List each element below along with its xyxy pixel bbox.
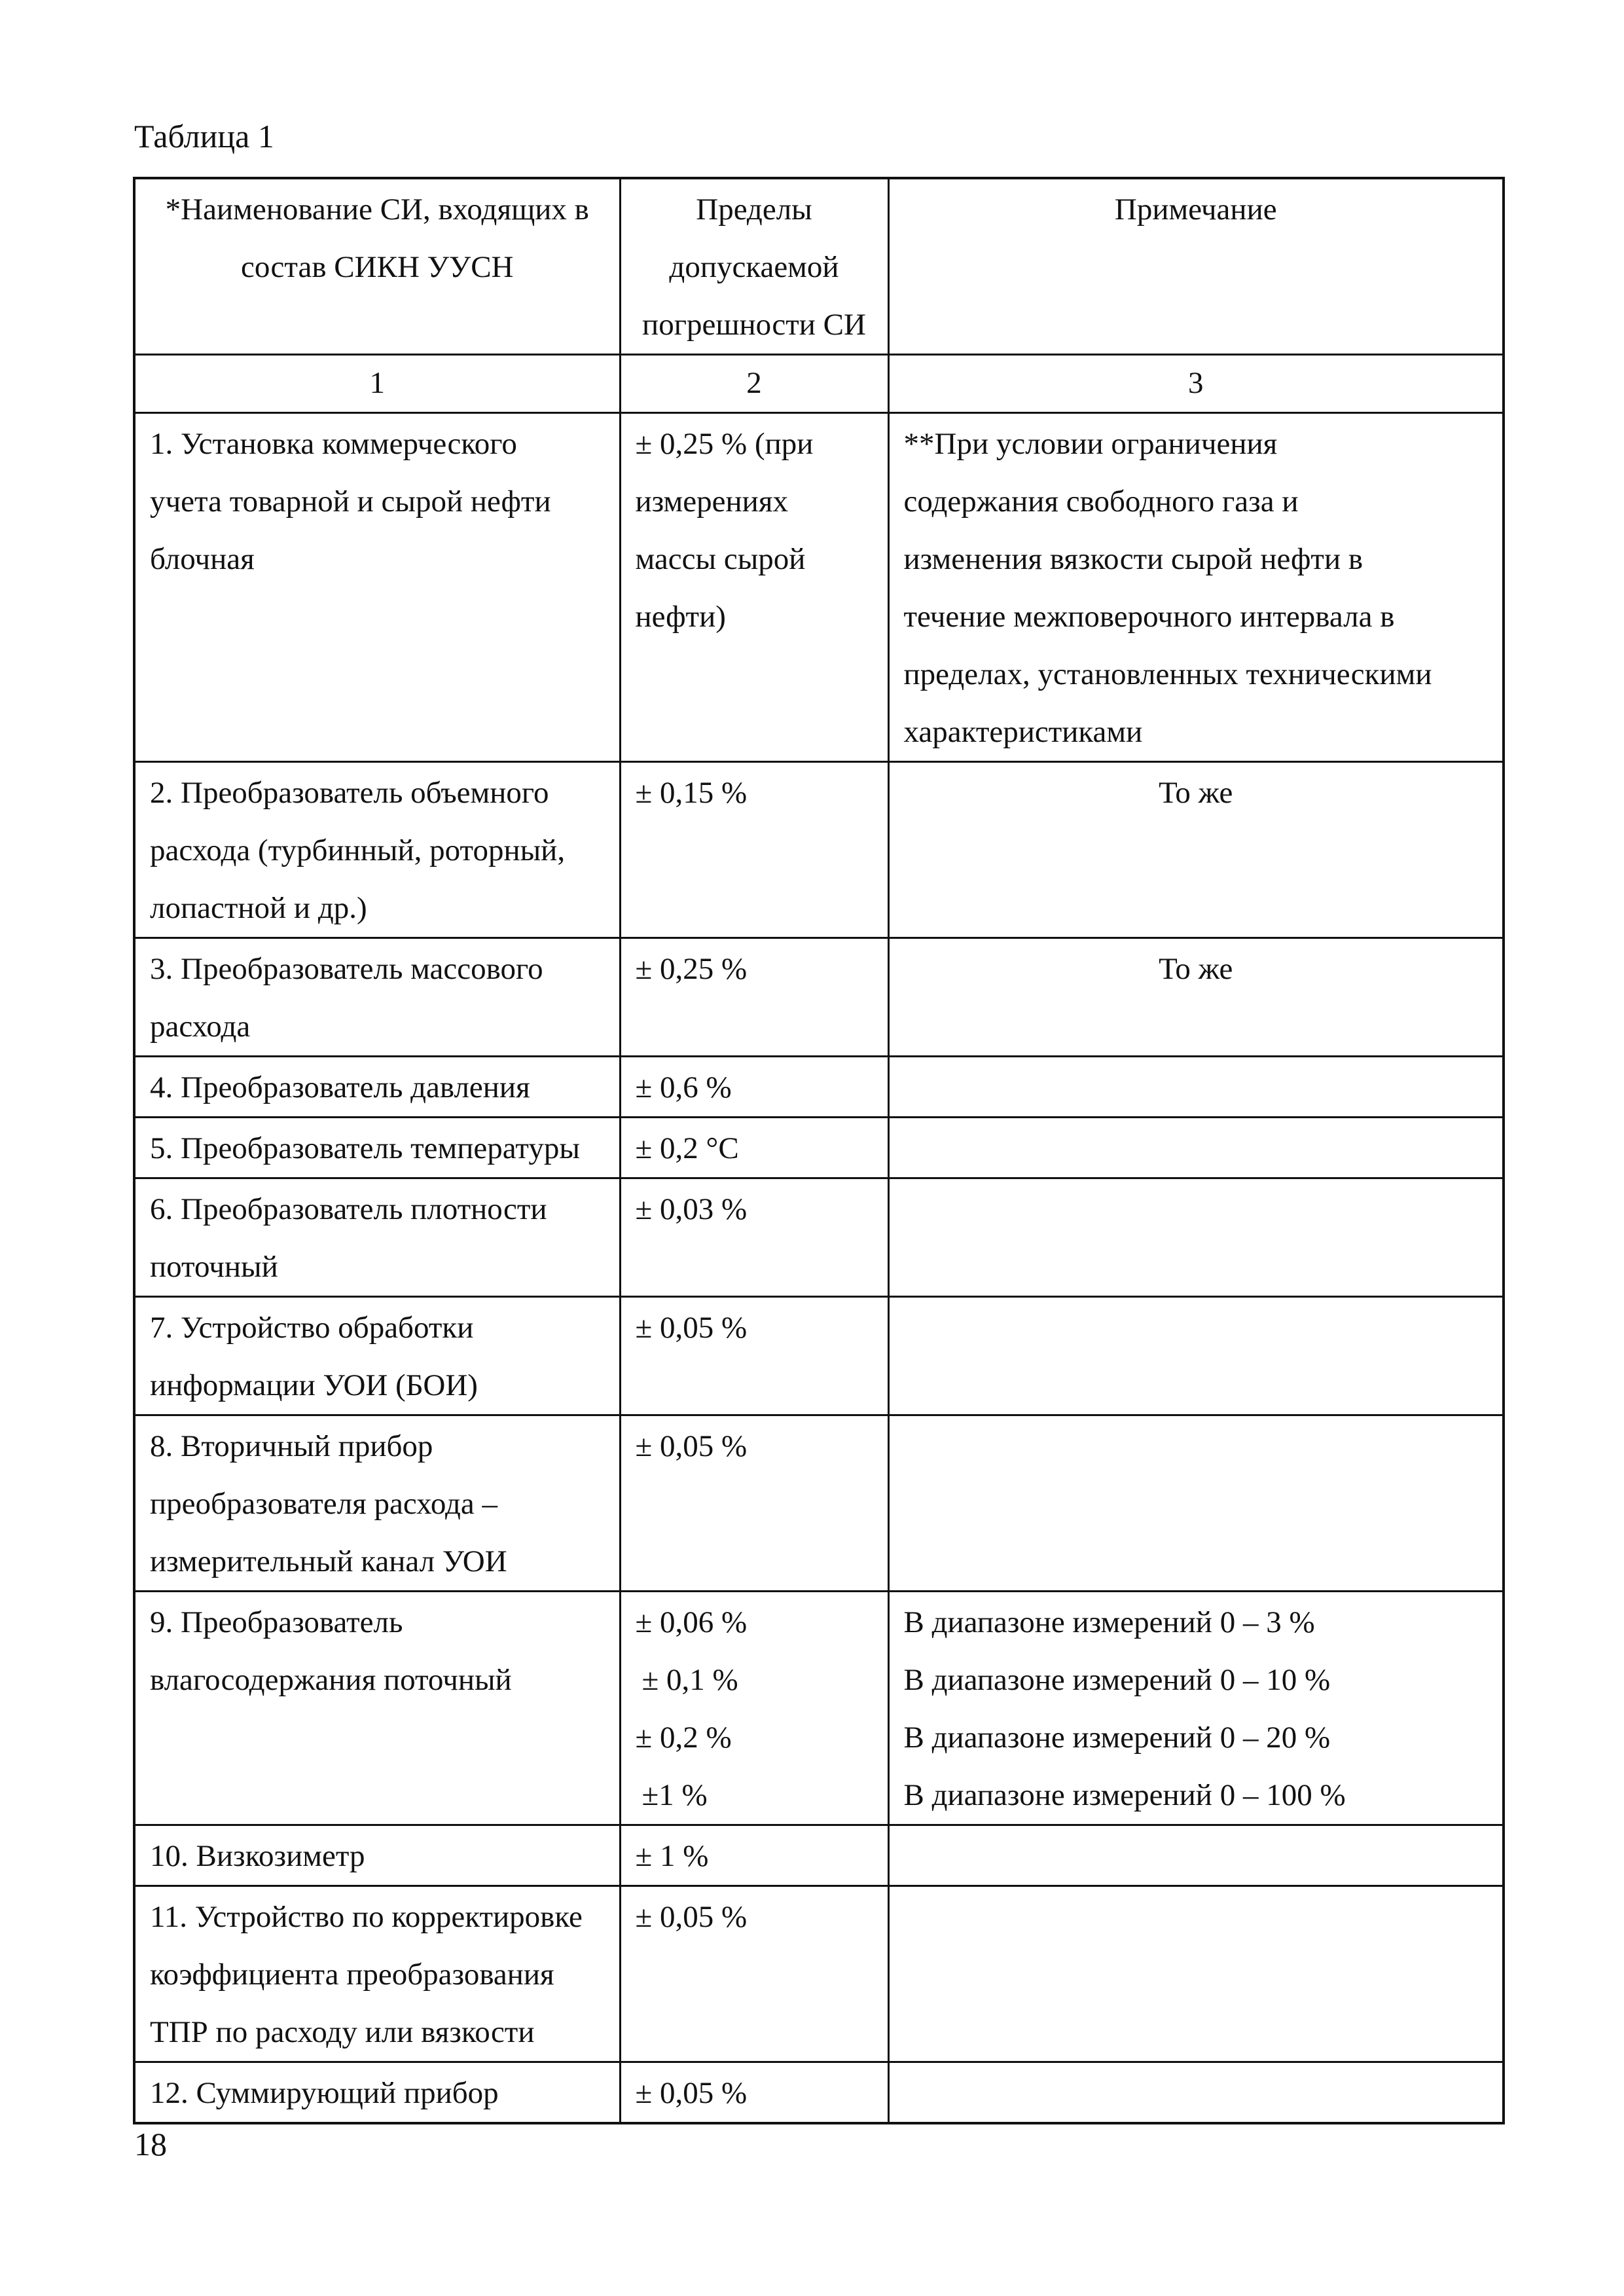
header-limit-line: погрешности СИ bbox=[642, 308, 866, 342]
column-number: 3 bbox=[888, 355, 1504, 413]
note bbox=[888, 413, 1504, 762]
instrument-name-line: ТПР по расходу или вязкости bbox=[150, 2015, 535, 2049]
instrument-name-line: 3. Преобразователь массового bbox=[150, 952, 543, 986]
instrument-name-line: 5. Преобразователь температуры bbox=[150, 1131, 580, 1165]
header-name-line: состав СИКН УУСН bbox=[241, 250, 514, 284]
error-limit-line: измерениях bbox=[635, 484, 788, 519]
error-limit-line: ± 0,15 % bbox=[635, 776, 748, 810]
table-row bbox=[134, 1297, 1504, 1415]
note bbox=[888, 762, 1504, 938]
instrument-name bbox=[134, 762, 620, 938]
instrument-name bbox=[134, 2062, 620, 2124]
note-line: течение межповерочного интервала в bbox=[903, 600, 1395, 634]
note bbox=[888, 2062, 1504, 2124]
instrument-name bbox=[134, 1057, 620, 1118]
error-limit-line: ± 0,05 % bbox=[635, 2076, 748, 2110]
note-line: **При условии ограничения bbox=[903, 427, 1278, 461]
error-limit-line: ± 0,06 % bbox=[635, 1605, 748, 1639]
error-limit bbox=[620, 1178, 888, 1297]
error-limit bbox=[620, 1057, 888, 1118]
instrument-name-line: 2. Преобразователь объемного bbox=[150, 776, 549, 810]
table-row bbox=[134, 1886, 1504, 2062]
table-row bbox=[134, 1178, 1504, 1297]
note bbox=[888, 938, 1504, 1057]
error-limit-line: ± 0,2 % bbox=[635, 1721, 732, 1755]
note-line: содержания свободного газа и bbox=[903, 484, 1299, 519]
table-row bbox=[134, 938, 1504, 1057]
instrument-name-line: 1. Установка коммерческого bbox=[150, 427, 517, 461]
instrument-name bbox=[134, 1592, 620, 1825]
instrument-name bbox=[134, 1415, 620, 1592]
header-name-line: *Наименование СИ, входящих в bbox=[165, 192, 589, 227]
instrument-name bbox=[134, 1178, 620, 1297]
instrument-name-line: влагосодержания поточный bbox=[150, 1663, 512, 1697]
instrument-name-line: 6. Преобразователь плотности bbox=[150, 1192, 547, 1226]
instrument-name-line: расхода bbox=[150, 1010, 251, 1044]
header-name bbox=[134, 178, 620, 355]
error-limit bbox=[620, 1825, 888, 1886]
table-row bbox=[134, 762, 1504, 938]
note bbox=[888, 1118, 1504, 1178]
table-row bbox=[134, 1825, 1504, 1886]
note-line: В диапазоне измерений 0 – 3 % bbox=[903, 1605, 1315, 1639]
error-limit-line: нефти) bbox=[635, 600, 726, 634]
note-line: В диапазоне измерений 0 – 20 % bbox=[903, 1721, 1331, 1755]
column-number-row bbox=[134, 355, 1504, 413]
error-limit-line: массы сырой bbox=[635, 542, 806, 576]
instrument-name bbox=[134, 1825, 620, 1886]
table-row bbox=[134, 2062, 1504, 2124]
error-limit-line: ± 0,25 % (при bbox=[635, 427, 814, 461]
instrument-name-line: преобразователя расхода – bbox=[150, 1487, 497, 1521]
instrument-name-line: расхода (турбинный, роторный, bbox=[150, 833, 566, 867]
error-limit bbox=[620, 2062, 888, 2124]
instrument-name bbox=[134, 413, 620, 762]
instrument-name-line: учета товарной и сырой нефти bbox=[150, 484, 551, 519]
instrument-name-line: 10. Визкозиметр bbox=[150, 1839, 365, 1873]
error-limit-line: ± 0,05 % bbox=[635, 1311, 748, 1345]
instrument-name-line: 7. Устройство обработки bbox=[150, 1311, 474, 1345]
instruments-table bbox=[133, 177, 1505, 2124]
error-limit-line: ±1 % bbox=[641, 1778, 708, 1812]
note bbox=[888, 1825, 1504, 1886]
header-limit-line: допускаемой bbox=[669, 250, 839, 284]
error-limit bbox=[620, 1297, 888, 1415]
error-limit-line: ± 1 % bbox=[635, 1839, 709, 1873]
error-limit bbox=[620, 1592, 888, 1825]
error-limit-line: ± 0,1 % bbox=[641, 1663, 738, 1697]
error-limit-line: ± 0,6 % bbox=[635, 1070, 732, 1104]
instrument-name-line: информации УОИ (БОИ) bbox=[150, 1368, 478, 1402]
instrument-name-line: измерительный канал УОИ bbox=[150, 1544, 507, 1578]
header-note bbox=[888, 178, 1504, 355]
instrument-name bbox=[134, 938, 620, 1057]
table-row bbox=[134, 413, 1504, 762]
instrument-name-line: 11. Устройство по корректировке bbox=[150, 1900, 583, 1934]
instrument-name-line: 4. Преобразователь давления bbox=[150, 1070, 530, 1104]
note bbox=[888, 1886, 1504, 2062]
instrument-name-line: коэффициента преобразования bbox=[150, 1958, 554, 1992]
instrument-name-line: 8. Вторичный прибор bbox=[150, 1429, 433, 1463]
note-line: В диапазоне измерений 0 – 10 % bbox=[903, 1663, 1331, 1697]
header-limit bbox=[620, 178, 888, 355]
instrument-name-line: поточный bbox=[150, 1250, 278, 1284]
note-line: То же bbox=[1159, 952, 1233, 986]
error-limit-line: ± 0,25 % bbox=[635, 952, 748, 986]
error-limit bbox=[620, 413, 888, 762]
page-number: 18 bbox=[134, 2126, 167, 2162]
note-line: То же bbox=[1159, 776, 1233, 810]
note bbox=[888, 1297, 1504, 1415]
note bbox=[888, 1057, 1504, 1118]
note-line: изменения вязкости сырой нефти в bbox=[903, 542, 1363, 576]
instrument-name bbox=[134, 1297, 620, 1415]
error-limit bbox=[620, 1118, 888, 1178]
header-row bbox=[134, 178, 1504, 355]
note-line: характеристиками bbox=[903, 715, 1143, 749]
error-limit-line: ± 0,2 °С bbox=[635, 1131, 739, 1165]
instrument-name-line: лопастной и др.) bbox=[150, 891, 367, 925]
column-number: 2 bbox=[620, 355, 888, 413]
note-line: пределах, установленных техническими bbox=[903, 657, 1432, 691]
error-limit bbox=[620, 1415, 888, 1592]
instrument-name-line: 12. Суммирующий прибор bbox=[150, 2076, 499, 2110]
instrument-name bbox=[134, 1886, 620, 2062]
error-limit bbox=[620, 938, 888, 1057]
error-limit bbox=[620, 1886, 888, 2062]
error-limit-line: ± 0,03 % bbox=[635, 1192, 748, 1226]
column-number: 1 bbox=[134, 355, 620, 413]
table-row bbox=[134, 1415, 1504, 1592]
table-row bbox=[134, 1592, 1504, 1825]
note bbox=[888, 1415, 1504, 1592]
table-row bbox=[134, 1118, 1504, 1178]
note bbox=[888, 1178, 1504, 1297]
note bbox=[888, 1592, 1504, 1825]
error-limit bbox=[620, 762, 888, 938]
table-title: Таблица 1 bbox=[134, 118, 274, 155]
header-note-line: Примечание bbox=[1114, 192, 1277, 227]
error-limit-line: ± 0,05 % bbox=[635, 1900, 748, 1934]
header-limit-line: Пределы bbox=[696, 192, 812, 227]
instrument-name-line: 9. Преобразователь bbox=[150, 1605, 403, 1639]
instrument-name-line: блочная bbox=[150, 542, 255, 576]
table-row bbox=[134, 1057, 1504, 1118]
instrument-name bbox=[134, 1118, 620, 1178]
note-line: В диапазоне измерений 0 – 100 % bbox=[903, 1778, 1346, 1812]
error-limit-line: ± 0,05 % bbox=[635, 1429, 748, 1463]
